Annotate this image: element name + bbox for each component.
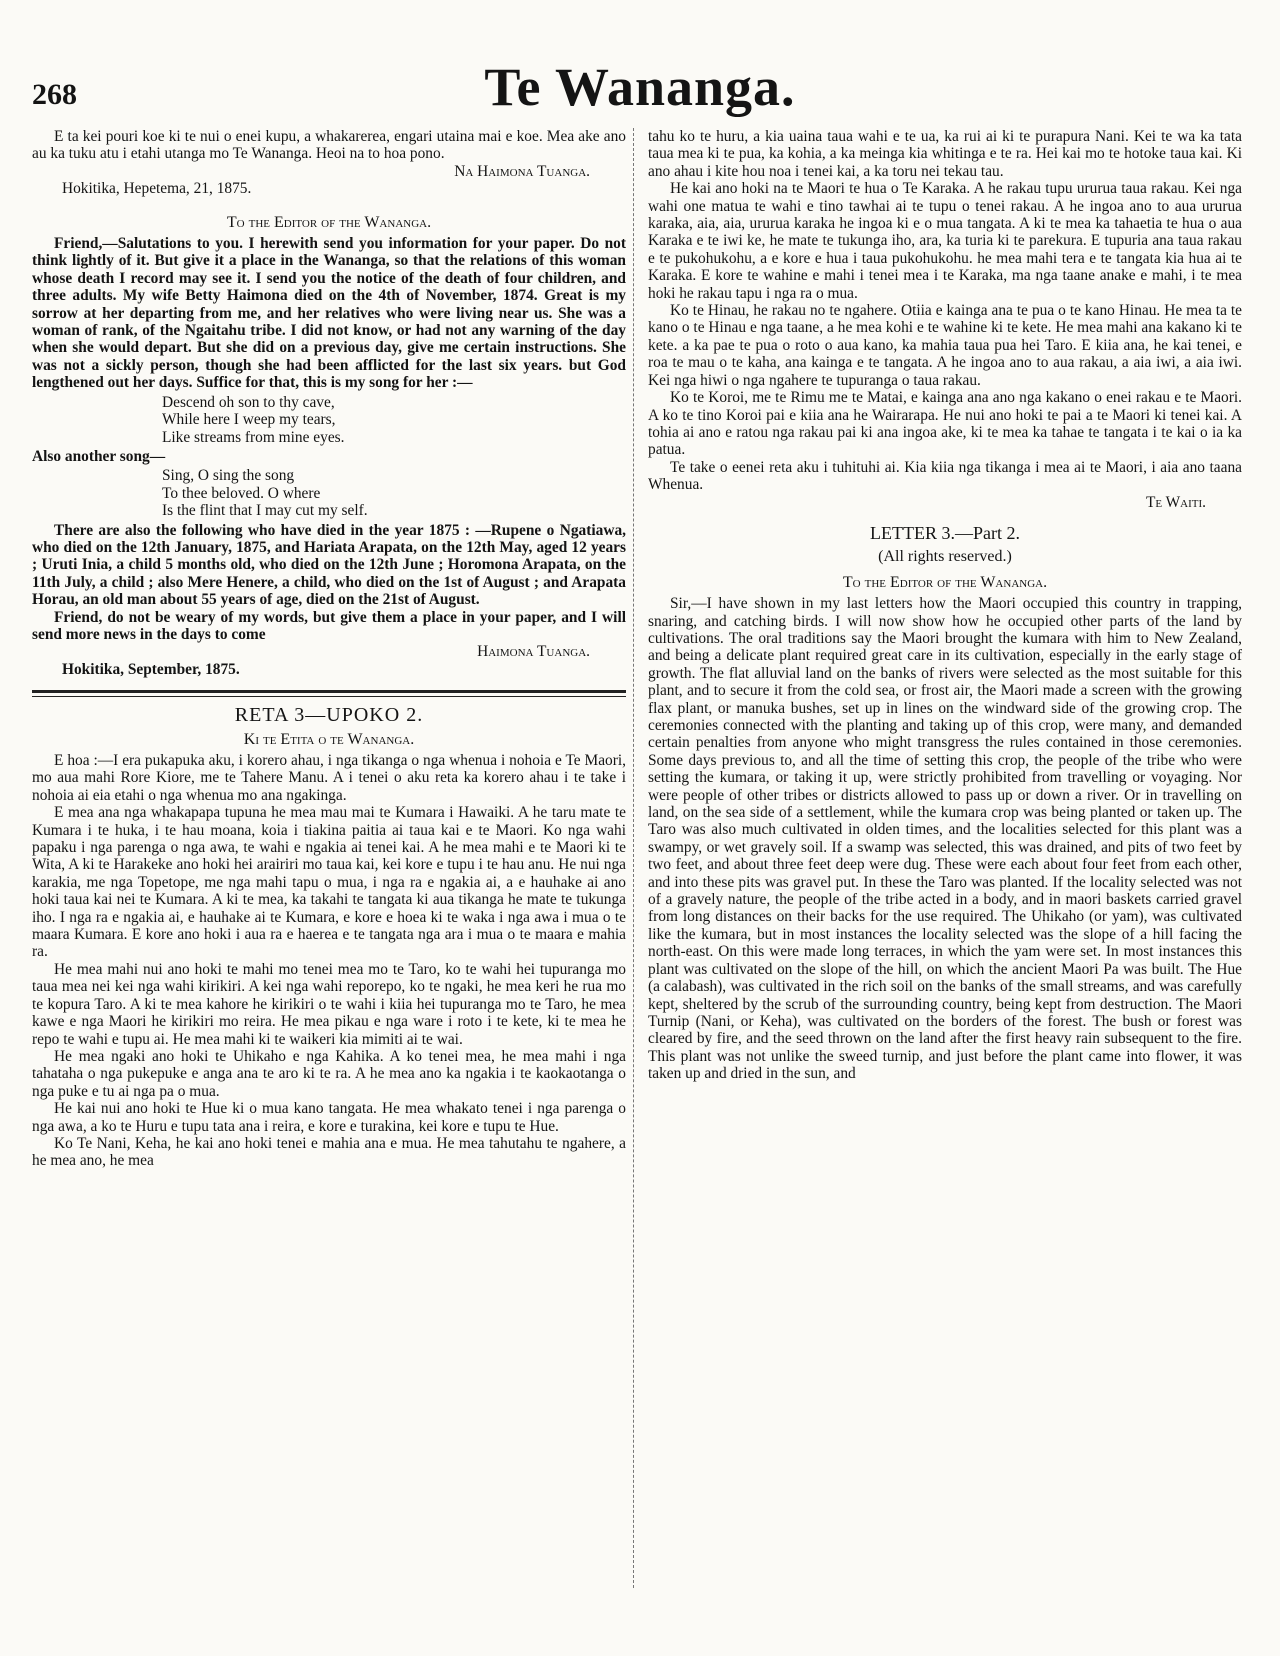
signature-waiti: Te Waiti. <box>1145 493 1206 511</box>
deaths-paragraph: There are also the following who have died in the year 1875 : —Rupene o Ngatiawa, who died on the 12th January, 1875, and Hariata Arapata, on the 12th May, aged 12 years ; Uruti Inia, a child 5 months old, who died on the 12th June ; Horomona Arapata, on the 11th July, a child ; also Mere Henere, a child, who died on the 1st of August ; and Arapata Horau, an old man about 55 years of age, died on the 21st of August. <box>32 521 626 609</box>
etita-heading: Ki te Etita o te Wananga. <box>243 730 415 748</box>
dateline-maori: Hokitika, Hepetema, 21, 1875. <box>62 180 252 198</box>
section-rule <box>32 690 626 697</box>
column-divider <box>633 128 634 1588</box>
uhikaho-paragraph: He mea ngaki ano hoki te Uhikaho e nga Kahika. A ko tenei mea, he mea mahi i nga tahataha o nga pukepuke e anga ana te aro ki te ra. A he mea ano ka ngakia i te kaokaotanga o nga puke e tu ai nga pa o mua. <box>32 1047 626 1100</box>
take-paragraph: Te take o eenei reta aku i tuhituhi ai. Kia kiia nga tikanga i mea ai te Maori, i aia ano taana Whenua. <box>648 458 1242 494</box>
continuation-paragraph: tahu ko te huru, a kia uaina taua wahi e te ua, ka rui ai ki te purapura Nani. Kei te wa ka tata taua mea ki te pua, ka kohia, a ka meinga kia whitinga e te ra. Hei kai mo te hotoke taua kai. Ki ano ahau i kite hou noa i tenei kai, a ka toru nei tekau tau. <box>648 128 1242 180</box>
signature-english: Haimona Tuanga. <box>477 643 590 661</box>
song-two-line: Sing, O sing the song <box>162 467 295 485</box>
song-one-line: Descend oh son to thy cave, <box>162 393 335 411</box>
song-one-line: Like streams from mine eyes. <box>162 428 345 446</box>
koroi-paragraph: Ko te Koroi, me te Rimu me te Matai, e kainga ana ano nga kakano o enei rakau e te Maori. A ko te tino Koroi pai e kiia ana he Wairarapa. He nui ano hoki te pai a te Maori ki tenei kai. A tohia ai ano e ratou nga rakau pai ki ana ingoa ake, ki te mea ka tahae te tangata i te kai o ia ka patua. <box>648 389 1242 459</box>
letter-title: LETTER 3.—Part 2. <box>870 522 1020 543</box>
editor-heading-english: To the Editor of the Wananga. <box>842 573 1048 591</box>
hue-paragraph: He kai nui ano hoki te Hue ki o mua kano tangata. He mea whakato tenei i nga parenga o nga awa, a ko te Huru e tupu tata ana i reira, e kore e turakina, kei kore e tupu te Hue. <box>32 1100 626 1135</box>
dateline-english: Hokitika, September, 1875. <box>62 660 240 678</box>
weary-paragraph: Friend, do not be weary of my words, but give them a place in your paper, and I will send more news in the days to come <box>32 608 626 643</box>
song-two <box>162 467 626 519</box>
sir-paragraph: Sir,—I have shown in my last letters how the Maori occupied this country in trapping, snaring, and catching birds. I will now show how he occupied other parts of the land by cultivations. The oral traditions say the Maori brought the kumara with him to New Zealand, and being a delicate plant required great care in its cultivation, especially in the early stage of growth. The flat alluvial land on the banks of rivers were selected as the most suitable for this plant, and to secure it from the cold sea, or frost air, the Maori made a screen with the growing flax plant, or manuka bushes, set up in lines on the windward side of the growing crop. The ceremonies connected with the planting and taking up of this crop, were many, and demanded certain penalties from anyone who might transgress the rules contained in those ceremonies. Some days previous to, and all the time of setting this crop, the people of the tribe who were setting the kumara, or taking it up, were strictly prohibited from travelling or voyaging. Nor were people of other tribes or districts allowed to pass up or down a river. Or in travelling on land, on the sea side of a settlement, while the kumara crop was being planted or taken up. The Taro was also much cultivated in olden times, and the localities selected for this plant was a swampy, or wet gravely soil. If a swamp was selected, this was drained, and pits of two feet by two feet, and about three feet deep were dug. These were each about four feet from each other, and into these pits was gravel put. In these the Taro was planted. If the locality selected was not of a gravely nature, the people of the tribe acted in a body, and in maori baskets carried gravel from long distances on their backs for the use required. The Uhikaho (or yam), was cultivated like the kumara, but in most instances the locality selected was the slope of a hill facing the north-east. On this were made long terraces, in which the yam were set. In most instances this plant was cultivated on the slope of the hill, on which the ancient Maori Pa was built. The Hue (a calabash), was cultivated in the rich soil on the banks of the small streams, and was carefully kept, sheltered by the scrub of the surrounding country, being kept from destruction. The Maori Turnip (Nani, or Keha), was cultivated on the borders of the forest. The bush or forest was cleared by fire, and the seed thrown on the land after the first heavy rain subsequent to the fire. This plant was not unlike the sweed turnip, and just before the plant came into flower, it was taken up and dried in the sun, and <box>648 595 1242 1083</box>
whakapapa-paragraph: E mea ana nga whakapapa tupuna he mea mau mai te Kumara i Hawaiki. A he taru mate te Kumara i te huka, i te hau moana, koia i tiakina paitia ai taua kai e te Maori. Ko nga wahi papaku i nga parenga o nga awa, te wahi e ngakia ai tenei kai. A he mea mahi e te Maori ki te Wita, A ki te Harakeke ano hoki hei arairiri mo taua kai, kei kore e tupu i te hau anu. He nui nga karakia, me nga Topetope, me nga mahi tapu o mua, i nga ra e ngakia ai, a e hauhake ai ano hoki taua kai nei te Kumara. A ki te mea, ka takahi te tangata ki aua tikanga he mate te tukunga iho. I nga ra e ngakia ai, e hauhake ai te Kumara, e kore e hoea ki te waka i nga awa i mua o te maara Kumara. E kore ano hoki i aua ra e haerea e te tangata nga ara i mua o te maara e mahia ra. <box>32 804 626 961</box>
rights-notice: (All rights reserved.) <box>878 548 1012 566</box>
right-column <box>648 128 1242 1083</box>
ehoa-paragraph: E hoa :—I era pukapuka aku, i korero ahau, i nga tikanga o nga whenua i nohoia e Te Maori, mo aua mahi Rore Kiore, me te Tahere Manu. A i tenei o aku reta ka korero ahau i te take i nohoia ai eia etahi o nga whenua mo ana ngakinga. <box>32 752 626 804</box>
editor-heading: To the Editor of the Wananga. <box>226 213 432 231</box>
page-number: 268 <box>32 78 77 111</box>
song-one-line: While here I weep my tears, <box>162 411 336 429</box>
left-column <box>32 128 626 1170</box>
song-two-line: To thee beloved. O where <box>162 484 321 502</box>
hinau-paragraph: Ko te Hinau, he rakau no te ngahere. Otiia e kainga ana te pua o te kano Hinau. He mea ta te kano o te Hinau e nga taane, a he mea kohi e te wahine ki te kete. He mea mahi ana kakano ki te kete. a ka pae te pua o roto o aua kano, ka mahia taua pua hei Taro. E kiia ana, he kai tenei, e roa te mau o te kaha, ana kainga e te tangata. A he ingoa ano to aua rakau, a aia iwi, a aia iwi. Kei nga hiwi o nga ngahere te tupuranga o taua rakau. <box>648 302 1242 389</box>
another-song-label: Also another song— <box>32 447 166 465</box>
karaka-paragraph: He kai ano hoki na te Maori te hua o Te Karaka. A he rakau tupu ururua taua rakau. Kei nga wahi one matua te wahi e tino tawhai ai te tupu o tenei rakau. A he ingoa ano to aua ururua karaka, aia, aia, ururua karaka he ingoa ki e o mua tangata. A ki te mea ka tahaetia te hua o aua Karaka e te iwi ke, he mate te tukunga iho, ara, ka turia ki te parekura. E tupuria ana taua rakau e te pukohukohu, a e kore e hua i taua pukohukohu. he mea mahi tera e te tangata kia hua ai te Karaka. E kore te wahine e mahi i tenei mea i te Karaka, ma nga taane anake e mahi, i te mea hoki he rakau tapu i nga ra o mua. <box>648 180 1242 302</box>
signature-maori: Na Haimona Tuanga. <box>454 162 590 180</box>
intro-paragraph: E ta kei pouri koe ki te nui o enei kupu, a whakarerea, engari utaina mai e koe. Mea ake ano au ka tuku atu i etahi utanga mo Te Wananga. Heoi na to hoa pono. <box>32 128 626 163</box>
song-two-line: Is the flint that I may cut my self. <box>162 502 368 520</box>
song-one <box>162 394 626 446</box>
nani-paragraph: Ko Te Nani, Keha, he kai ano hoki tenei e mahia ana e mua. He mea tahutahu te ngahere, a he mea ano, he mea <box>32 1134 626 1170</box>
taro-paragraph: He mea mahi nui ano hoki te mahi mo tenei mea mo te Taro, ko te wahi hei tupuranga mo taua mea nei kei nga wahi kirikiri. A kei nga wahi reporepo, ko te ngaki, he mea keri he rua mo te kopura Taro. A ki te mea kahore he kirikiri o te wahi i kiia hei tupuranga mo te Taro, he mea kawe e nga Maori he kirikiri mo reira. He mea pikau e nga ware i roto i te kete, ki te mea he repo te wahi e tupu ai. He mea mahi ki te waikeri kia mimiti ai te wai. <box>32 960 626 1048</box>
reta-title: RETA 3—UPOKO 2. <box>234 704 424 727</box>
friend-paragraph: Friend,—Salutations to you. I herewith send you information for your paper. Do not think lightly of it. But give it a place in the Wananga, so that the relations of this woman whose death I record may see it. I send you the notice of the death of four children, and three adults. My wife Betty Haimona died on the 4th of November, 1874. Great is my sorrow at her departing from me, and her relatives who were living near us. She was a woman of rank, of the Ngaitahu tribe. I did not know, or had not any warning of the day when she would depart. But she did on a previous day, give me certain instructions. She was not a sickly person, though she had been afflicted for the last six years. but God lengthened out her days. Suffice for that, this is my song for her :— <box>32 235 626 392</box>
masthead-title: Te Wananga. <box>484 57 796 117</box>
